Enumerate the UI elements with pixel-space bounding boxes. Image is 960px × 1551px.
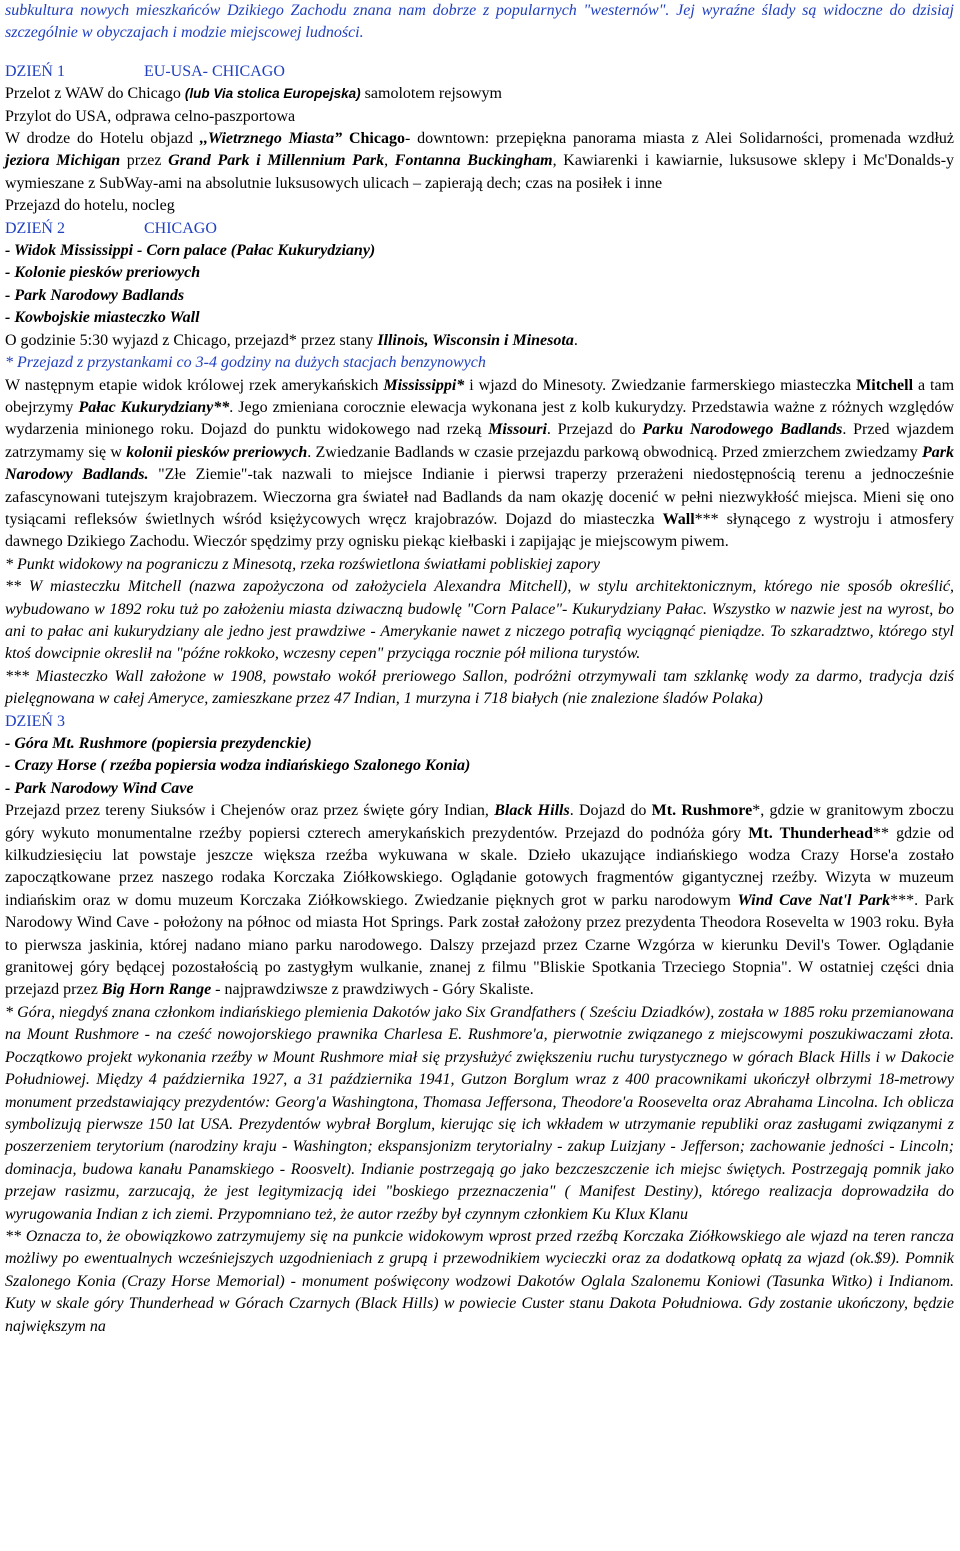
- t: O godzinie 5:30 wyjazd z Chicago, przejazd* przez stany: [5, 331, 374, 349]
- t: przez: [126, 152, 162, 170]
- day2-heading: [5, 218, 954, 240]
- day3-item: - Góra Mt. Rushmore (popiersia prezydenckie): [5, 735, 312, 752]
- t: . Dojazd do: [569, 802, 647, 820]
- day2-footnote-2: ** W miasteczku Mitchell (nazwa zapożyczona od założyciela Alexandra Mitchell), w stylu architektonicznym, którego nie sposób określić, wybudowano w 1892 roku tuż po założeniu miasta dziwaczną budowlę "Corn Palace"- Kukurydziany Pałac. Wszystko w nazwie jest na wyrost, bo ani to pałac ani kukurydziany ale jedno jest prawdziwe - Amerykanie nawet z niczego potrafią wyciągnąć pieniądze. To szkaradztwo, którego styl ktoś dowcipnie okreslił na "późne rokkoko, wczesny cepen" przyciąga rocznie pół miliona turystów.: [5, 578, 954, 663]
- t: - najprawdziwsze z prawdziwych - Góry Skaliste.: [215, 981, 534, 999]
- day2-footnote-1: * Punkt widokowy na pograniczu z Minesotą, rzeka rozświetlona światłami pobliskiej zapory: [5, 555, 600, 573]
- t: , Kawiarenki i kawiarnie, luksusowe sklepy i Mc'Donalds-y wymieszane z SubWay-ami na absolutnie luksusowych ulicach – zapierają dech; czas na posiłek i inne: [5, 152, 955, 192]
- day1-flight-plane: samolotem rejsowym: [364, 85, 502, 103]
- day3-item: - Park Narodowy Wind Cave: [5, 779, 194, 797]
- day3-heading: [5, 711, 954, 733]
- t: . Przed wjazdem zatrzymamy się w: [5, 421, 955, 461]
- t: ***. Park Narodowy Wind Cave - położony na północ od miasta Hot Springs. Park został założony przez prezydenta Theodora Rosevelta w 1903 roku. Była to pierwsza jaskinia, której nadano miano parku narodowego. Dalszy przejazd przez Czarne Wzgórza w kierunku Devil's Tower. Oglądanie granitowej góry będącej pozostałością po zastygłym wulkanie, znanej z filmu "Bliskie Spotkania Trzeciego Stopnia". W ostatniej części dnia przejazd przez: [5, 891, 955, 999]
- t: Illinois, Wisconsin i Minesota: [377, 331, 574, 349]
- t: "Złe Ziemie"-tak nazwali to miejsce Indianie i pierwsi traperzy przerażeni niedostępnością terenu a jednocześnie zafascynowani tutejszym krajobrazem. Wieczorna gra świateł nad Badlands da nam okazję docenić w pełni niezwykłość miejsca. Mieni się ono tysiącami refleksów świetlnych wśród księżycowych wręcz krajobrazów. Dojazd do miasteczka: [5, 466, 955, 528]
- t: Park Narodowy Badlands.: [5, 443, 955, 484]
- t: W drodze do Hotelu objazd: [5, 130, 193, 148]
- spacer: [5, 45, 954, 61]
- t: Big Horn Range: [101, 981, 212, 999]
- day2-main-paragraph: [5, 375, 954, 554]
- t: jeziora Michigan: [5, 152, 121, 170]
- t: . Zwiedzanie Badlands w czasie przejazdu parkową obwodnicą. Przed zmierzchem zwiedzamy: [307, 443, 918, 461]
- t: Wall: [662, 510, 695, 528]
- t: Chicago: [348, 130, 405, 148]
- day2-route: CHICAGO: [144, 219, 217, 237]
- t: Mitchell: [856, 376, 914, 394]
- t: . Jego zmieniana corocznie elewacja wykonana jest z kolb kukurydzy. Przedstawia ważne z różnych względów wydarzenia minionego roku. Dojazd do punktu widokowego nad rzeką: [5, 398, 955, 439]
- day1-arrival: Przylot do USA, odprawa celno-paszportowa: [5, 107, 296, 125]
- day3-item: - Crazy Horse ( rzeźba popiersia wodza indiańskiego Szalonego Konia): [5, 757, 471, 775]
- day2-item: - Widok Mississippi - Corn palace (Pałac Kukurydziany): [5, 242, 376, 260]
- day2-departure: [5, 330, 954, 352]
- t: .: [573, 331, 578, 349]
- day1-flight-text: Przelot z WAW do Chicago: [5, 85, 181, 103]
- t: ,,Wietrznego Miasta”: [199, 130, 343, 148]
- t: Mississippi*: [383, 376, 465, 394]
- t: kolonii piesków preriowych: [126, 443, 308, 461]
- t: . Przejazd do: [546, 421, 636, 439]
- t: Grand Park i Millennium Park: [168, 152, 385, 170]
- day2-item: - Kowbojskie miasteczko Wall: [5, 309, 200, 327]
- day1-route: EU-USA- CHICAGO: [144, 62, 285, 80]
- t: Przejazd przez tereny Siuksów i Chejenów oraz przez święte góry Indian,: [5, 802, 489, 820]
- day3-label: DZIEŃ 3: [5, 712, 65, 730]
- t: Fontanna Buckingham: [394, 152, 553, 170]
- day1-flight-via: (lub Via stolica Europejska): [184, 86, 361, 102]
- t: *** słynącego z wystroju i atmosfery dawnego Dzikiego Zachodu. Wieczór spędzimy przy ognisku piekąc kiełbaski i zapijając je miejscowym piwem.: [5, 510, 955, 551]
- day1-heading: [5, 61, 954, 83]
- t: Parku Narodowego Badlands: [642, 421, 843, 439]
- day1-flight: [5, 83, 954, 105]
- t: Black Hills: [494, 802, 570, 820]
- day1-label: DZIEŃ 1: [5, 62, 65, 80]
- day2-label: DZIEŃ 2: [5, 219, 65, 237]
- day3-footnote-1: * Góra, niegdyś znana członkom indiańskiego plemienia Dakotów jako Six Grandfathers ( Sześciu Dziadków), została w 1885 roku przemianowana na Mount Rushmore - na cześć nowojorskiego prawnika Charlesa E. Rushmore'a, pierwotnie związanego z miejscowymi poszukiwaczami złota. Początkowo projekt wykonania rzeźby w Mount Rushmore miał się przysłużyć zwiększeniu ruchu turystycznego w górach Black Hills i w Dakocie Południowej. Między 4 października 1927, a 31 października 1941, Gutzon Borglum wraz z 400 pracownikami ukończył olbrzymi 18-metrowy monument przedstawiający prezydentów: Georg'a Washingtona, Thomasa Jeffersona, Theodore'a Roosevelta oraz Abrahama Lincolna. Ich oblicza symbolizują pierwsze 150 lat USA. Prezydentów wybrał Borglum, kierując się ich wkładem w utrzymanie republiki oraz zasługami związanymi z poszerzeniem terytorium (narodziny kraju - Washington; ekspansjonizm terytorialny - zakup Luizjany - Jefferson; zachowanie jedności - Lincoln; dominacja, budowa kanału Panamskiego - Roosvelt). Indianie postrzegają go jako bezczeszczenie ich miejsc świętych. Postrzegają pomnik jako przejaw rasizmu, zarzucają, że jest legitymizacją idei "boskiego przeznaczenia" ( Manifest Destiny), którego realizacja doprowadziła do wyrugowania Indian z ich ziemi. Przypomniano też, że autor rzeźby był czynnym członkiem Ku Klux Klanu: [5, 1003, 954, 1223]
- day2-item: - Kolonie piesków preriowych: [5, 264, 201, 282]
- t: Wind Cave Nat'l Park: [737, 891, 891, 909]
- t: Mt. Rushmore: [651, 802, 753, 820]
- t: ** gdzie od kilkudziesięciu lat powstaje jeszcze większa rzeźba wykuwana w skale. Dzieło ukazujące indiańskiego wodza Crazy Horse'a zostało zapoczątkowane przez naszego rodaka Korczaka Ziółkowskiego. Oglądanie gotowych fragmentów gigantycznej rzeźby. Wizyta w muzeum indiańskim oraz w domu muzeum Korczaka Ziółkowskiego. Zwiedzanie pięknych grot w parku narodowym: [5, 824, 955, 909]
- day1-tour-paragraph: [5, 128, 954, 195]
- t: a tam obejrzymy: [5, 376, 955, 416]
- intro-paragraph: subkultura nowych mieszkańców Dzikiego Zachodu znana nam dobrze z popularnych "westernów". Jej wyraźne ślady są widoczne do dzisiaj szczególnie w obyczajach i modzie miejscowej ludności.: [5, 2, 954, 42]
- day1-transfer: Przejazd do hotelu, nocleg: [5, 197, 175, 215]
- day3-main-paragraph: [5, 800, 954, 1002]
- day3-footnote-2: ** Oznacza to, że obowiązkowo zatrzymujemy się na punkcie widokowym wprost przed rzeźbą Korczaka Ziółkowskiego ale wjazd na teren rancza możliwy po ewentualnych wcześniejszych uzgodnieniach z grupą i przewodnikiem wycieczki oraz za dodatkową opłatą za wjazd (ok.$9). Pomnik Szalonego Konia (Crazy Horse Memorial) - monument poświęcony wodzowi Dakotów Oglala Szalonemu Koniowi (Tasunka Witko) i Indianom. Kuty w skale góry Thunderhead w Górach Czarnych (Black Hills) w powiecie Custer stanu Dakota Południowa. Gdy zostanie ukończony, będzie największym na: [5, 1227, 954, 1335]
- t: W następnym etapie widok królowej rzek amerykańskich: [5, 376, 379, 394]
- t: i wjazd do Minesoty. Zwiedzanie farmerskiego miasteczka: [469, 376, 852, 394]
- day2-stops-note: * Przejazd z przystankami co 3-4 godziny na dużych stacjach benzynowych: [5, 354, 486, 372]
- day2-item: - Park Narodowy Badlands: [5, 286, 185, 304]
- t: *, gdzie w granitowym zboczu góry wykuto monumentalne rzeźby popiersi czterech amerykańskich prezydentów. Przejazd do podnóża góry: [5, 802, 955, 842]
- day2-footnote-3: *** Miasteczko Wall założone w 1908, powstało wokół preriowego Sallon, podróżni otrzymywali tam szklankę wody za darmo, tradycja dziś pielęgnowana w całej Ameryce, zamieszkane przez 47 Indian, 1 murzyna i 718 białych (nie znalezione śladów Polaka): [5, 667, 954, 708]
- t: Mt. Thunderhead: [748, 824, 873, 842]
- t: Pałac Kukurydziany**: [78, 398, 230, 416]
- t: ,: [384, 152, 389, 170]
- t: - downtown: przepiękna panorama miasta z Alei Solidarności, promenada wzdłuż: [404, 130, 955, 148]
- t: Missouri: [488, 421, 547, 439]
